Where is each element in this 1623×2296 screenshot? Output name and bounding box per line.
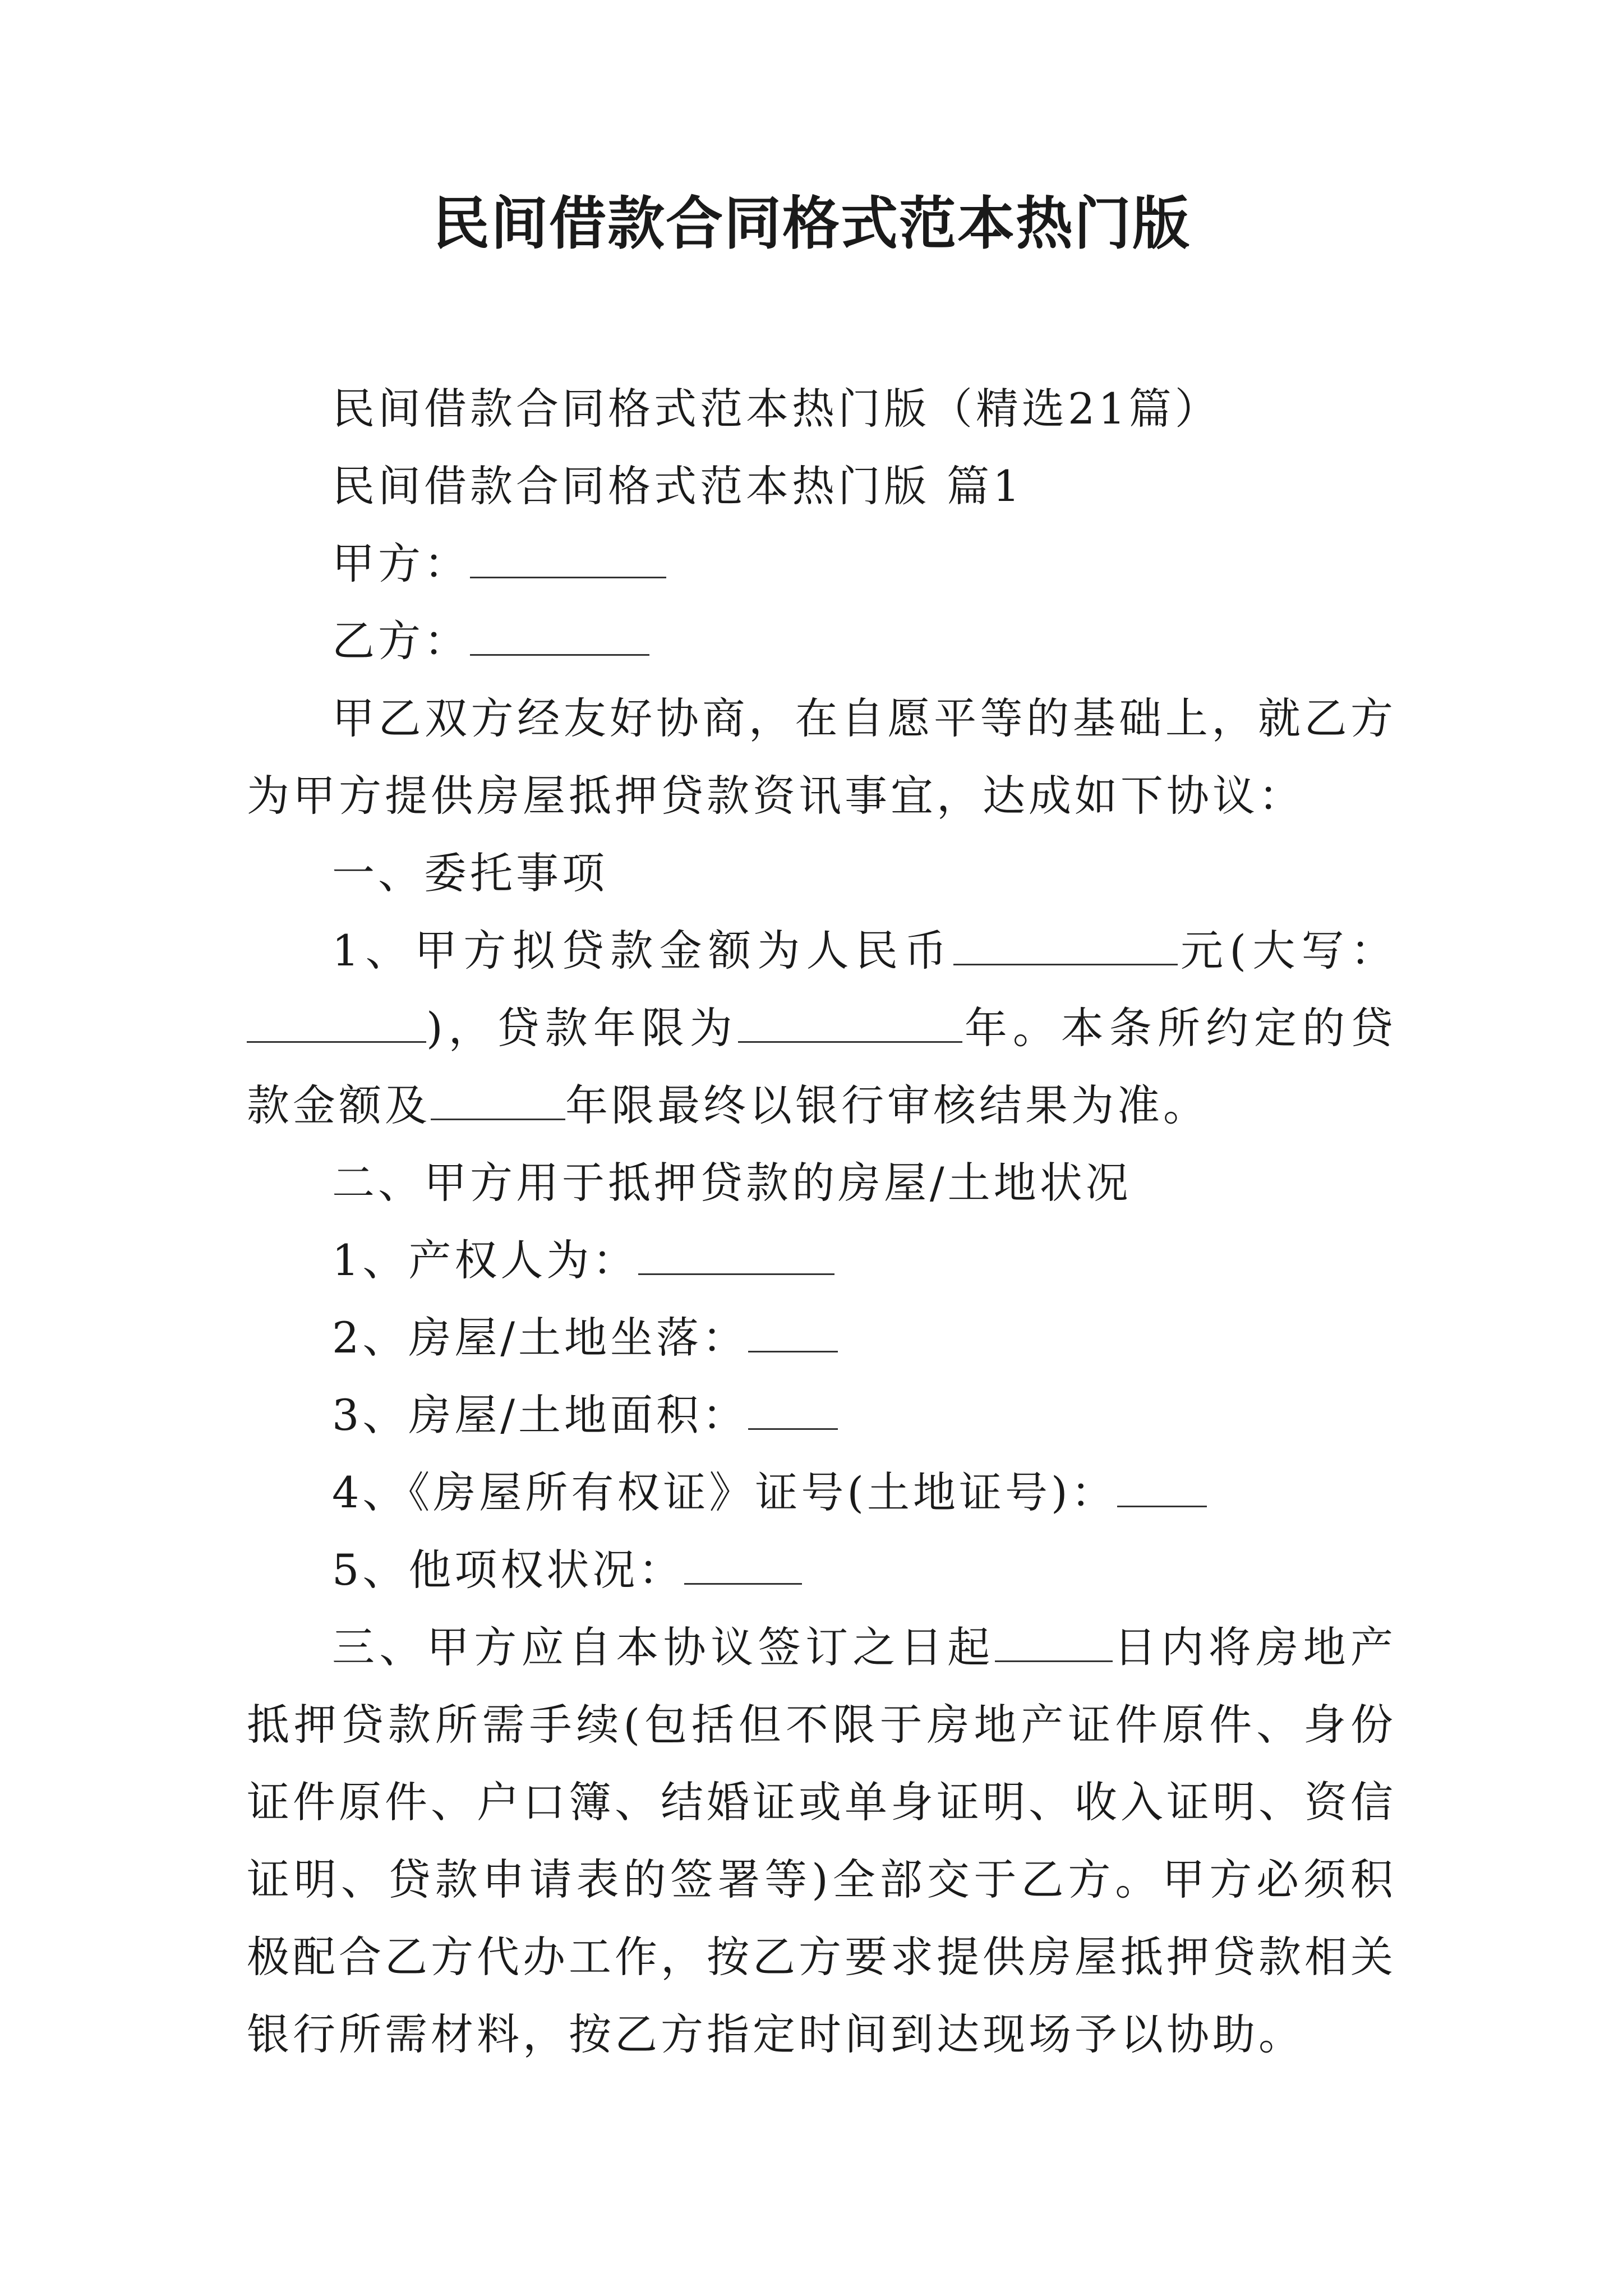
party-a-line [247, 525, 1396, 602]
property-cert-line [247, 1454, 1396, 1531]
document-subtitle: 民间借款合同格式范本热门版（精选21篇） [332, 384, 1221, 434]
property-location-label: 2、房屋/土地坐落： [332, 1313, 748, 1363]
property-encumbrance-blank [684, 1547, 802, 1585]
loan-clause-text: 年。本条所约定的贷款金额及 [247, 1003, 1397, 1130]
party-b-line [247, 602, 1396, 680]
loan-amount-blank [953, 928, 1178, 965]
property-owner-label: 1、产权人为： [332, 1235, 639, 1285]
property-encumbrance-label: 5、他项权状况： [332, 1545, 685, 1595]
property-area-label: 3、房屋/土地面积： [332, 1390, 748, 1440]
loan-term-label: )，贷款年限为 [426, 1003, 738, 1053]
property-owner-line [247, 1222, 1396, 1299]
loan-amount-uppercase-label: 元(大写： [1177, 926, 1397, 976]
property-owner-blank [638, 1237, 834, 1275]
party-a-blank [470, 541, 666, 578]
property-cert-blank [1117, 1470, 1207, 1507]
party-a-label: 甲方： [332, 539, 470, 588]
party-b-label: 乙方： [332, 616, 470, 666]
property-encumbrance-line [247, 1531, 1396, 1609]
document-body [247, 370, 1396, 2073]
loan-amount-label: 1、甲方拟贷款金额为人民币 [332, 926, 953, 976]
clause-three-start: 三、甲方应自本协议签订之日起 [332, 1622, 995, 1672]
clause-one-heading: 一、委托事项 [332, 848, 608, 898]
clause-three-paragraph [247, 1609, 1396, 2073]
intro-paragraph: 甲乙双方经友好协商，在自愿平等的基础上，就乙方为甲方提供房屋抵押贷款资讯事宜，达成如下协议： [247, 693, 1396, 821]
clause-one-item-1 [247, 912, 1396, 1144]
property-cert-label: 4、《房屋所有权证》证号(土地证号)： [332, 1467, 1117, 1517]
clause-two-heading: 二、甲方用于抵押贷款的房屋/土地状况 [332, 1158, 1132, 1208]
loan-term-blank [738, 1005, 962, 1043]
party-b-blank [470, 618, 649, 656]
property-location-line [247, 1299, 1396, 1377]
loan-term-final-blank [431, 1083, 565, 1120]
document-title: 民间借款合同格式范本热门版 [432, 191, 1191, 257]
section-heading: 民间借款合同格式范本热门版 篇1 [332, 461, 1023, 511]
clause-three-text: 日内将房地产抵押贷款所需手续(包括但不限于房地产证件原件、身份证件原件、户口簿、结婚证或单身证明、收入证明、资信证明、贷款申请表的签署等)全部交于乙方。甲方必须积极配合乙方代办工作，按乙方要求提供房屋抵押贷款相关银行所需材料，按乙方指定时间到达现场予以协助。 [247, 1622, 1397, 2059]
days-blank [995, 1625, 1113, 1662]
property-location-blank [748, 1315, 838, 1352]
property-area-line [247, 1377, 1396, 1454]
loan-clause-end-text: 年限最终以银行审核结果为准。 [565, 1080, 1209, 1130]
loan-amount-uppercase-blank [247, 1005, 426, 1043]
property-area-blank [748, 1392, 838, 1430]
